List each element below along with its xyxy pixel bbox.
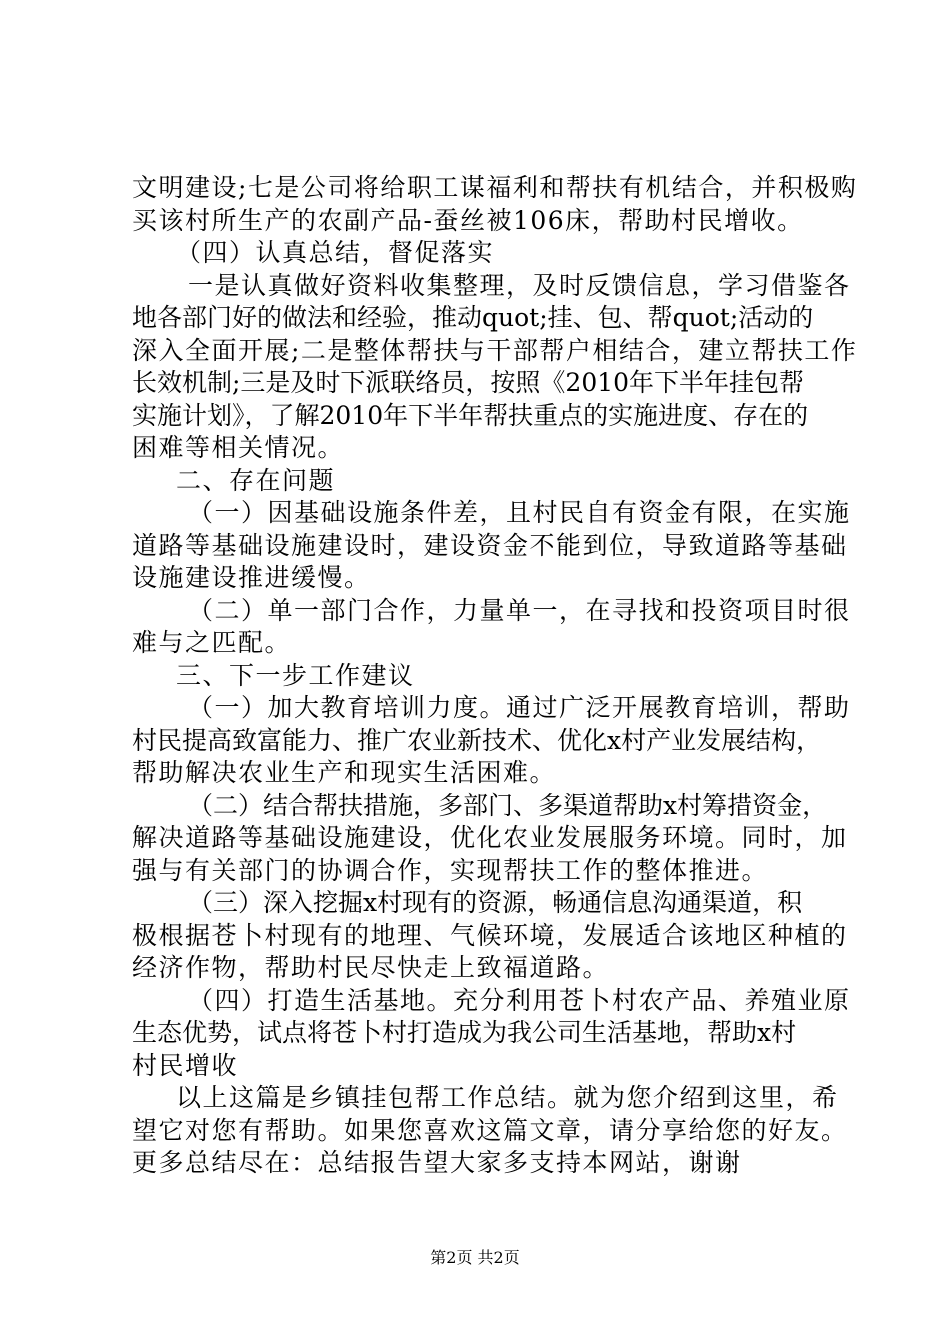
- text-line: 文明建设;七是公司将给职工谋福利和帮扶有机结合，并积极购: [132, 173, 858, 202]
- text-line: 地各部门好的做法和经验，推动quot;挂、包、帮quot;活动的: [132, 303, 814, 332]
- text-line: 解决道路等基础设施建设，优化农业发展服务环境。同时，加: [132, 823, 848, 852]
- text-line: 强与有关部门的协调合作，实现帮扶工作的整体推进。: [132, 855, 769, 885]
- text-line: （一）加大教育培训力度。通过广泛开展教育培训，帮助: [188, 693, 851, 722]
- text-line: 望它对您有帮助。如果您喜欢这篇文章，请分享给您的好友。: [132, 1115, 848, 1145]
- text-line: 一是认真做好资料收集整理，及时反馈信息，学习借鉴各: [188, 270, 851, 300]
- section-heading: （四）认真总结，督促落实: [176, 238, 495, 267]
- section-heading: 三、下一步工作建议: [176, 660, 415, 690]
- section-heading: 二、存在问题: [176, 465, 336, 495]
- text-line: 村民提高致富能力、推广农业新技术、优化x村产业发展结构，: [132, 725, 822, 755]
- text-line: 设施建设推进缓慢。: [132, 563, 371, 592]
- text-line: （二）单一部门合作，力量单一，在寻找和投资项目时很: [188, 595, 851, 625]
- text-line: 困难等相关情况。: [132, 433, 345, 462]
- text-line: 经济作物，帮助村民尽快走上致福道路。: [132, 953, 610, 982]
- text-line: （一）因基础设施条件差，且村民自有资金有限，在实施: [188, 498, 851, 527]
- text-line: 村民增收: [132, 1050, 239, 1080]
- text-line: 买该村所生产的农副产品-蚕丝被106床，帮助村民增收。: [132, 205, 804, 235]
- text-line: 更多总结尽在：总结报告望大家多支持本网站，谢谢: [132, 1148, 742, 1177]
- text-line: （二）结合帮扶措施，多部门、多渠道帮助x村筹措资金，: [188, 790, 828, 820]
- text-line: （四）打造生活基地。充分利用苍卜村农产品、养殖业原: [188, 985, 851, 1015]
- text-line: 实施计划》，了解2010年下半年帮扶重点的实施进度、存在的: [132, 400, 809, 430]
- page-number-footer: 第2页 共2页: [430, 1248, 520, 1267]
- text-line: 以上这篇是乡镇挂包帮工作总结。就为您介绍到这里，希: [176, 1083, 839, 1112]
- document-body: [132, 172, 858, 1180]
- text-line: 生态优势，试点将苍卜村打造成为我公司生活基地，帮助x村: [132, 1018, 797, 1047]
- text-line: 长效机制;三是及时下派联络员，按照《2010年下半年挂包帮: [132, 368, 805, 397]
- text-line: 帮助解决农业生产和现实生活困难。: [132, 758, 557, 787]
- text-line: 极根据苍卜村现有的地理、气候环境，发展适合该地区种植的: [132, 920, 848, 950]
- text-line: 深入全面开展;二是整体帮扶与干部帮户相结合，建立帮扶工作: [132, 335, 858, 365]
- text-line: （三）深入挖掘x村现有的资源，畅通信息沟通渠道，积: [188, 888, 803, 917]
- text-line: 难与之匹配。: [132, 628, 292, 657]
- text-line: 道路等基础设施建设时，建设资金不能到位，导致道路等基础: [132, 530, 848, 560]
